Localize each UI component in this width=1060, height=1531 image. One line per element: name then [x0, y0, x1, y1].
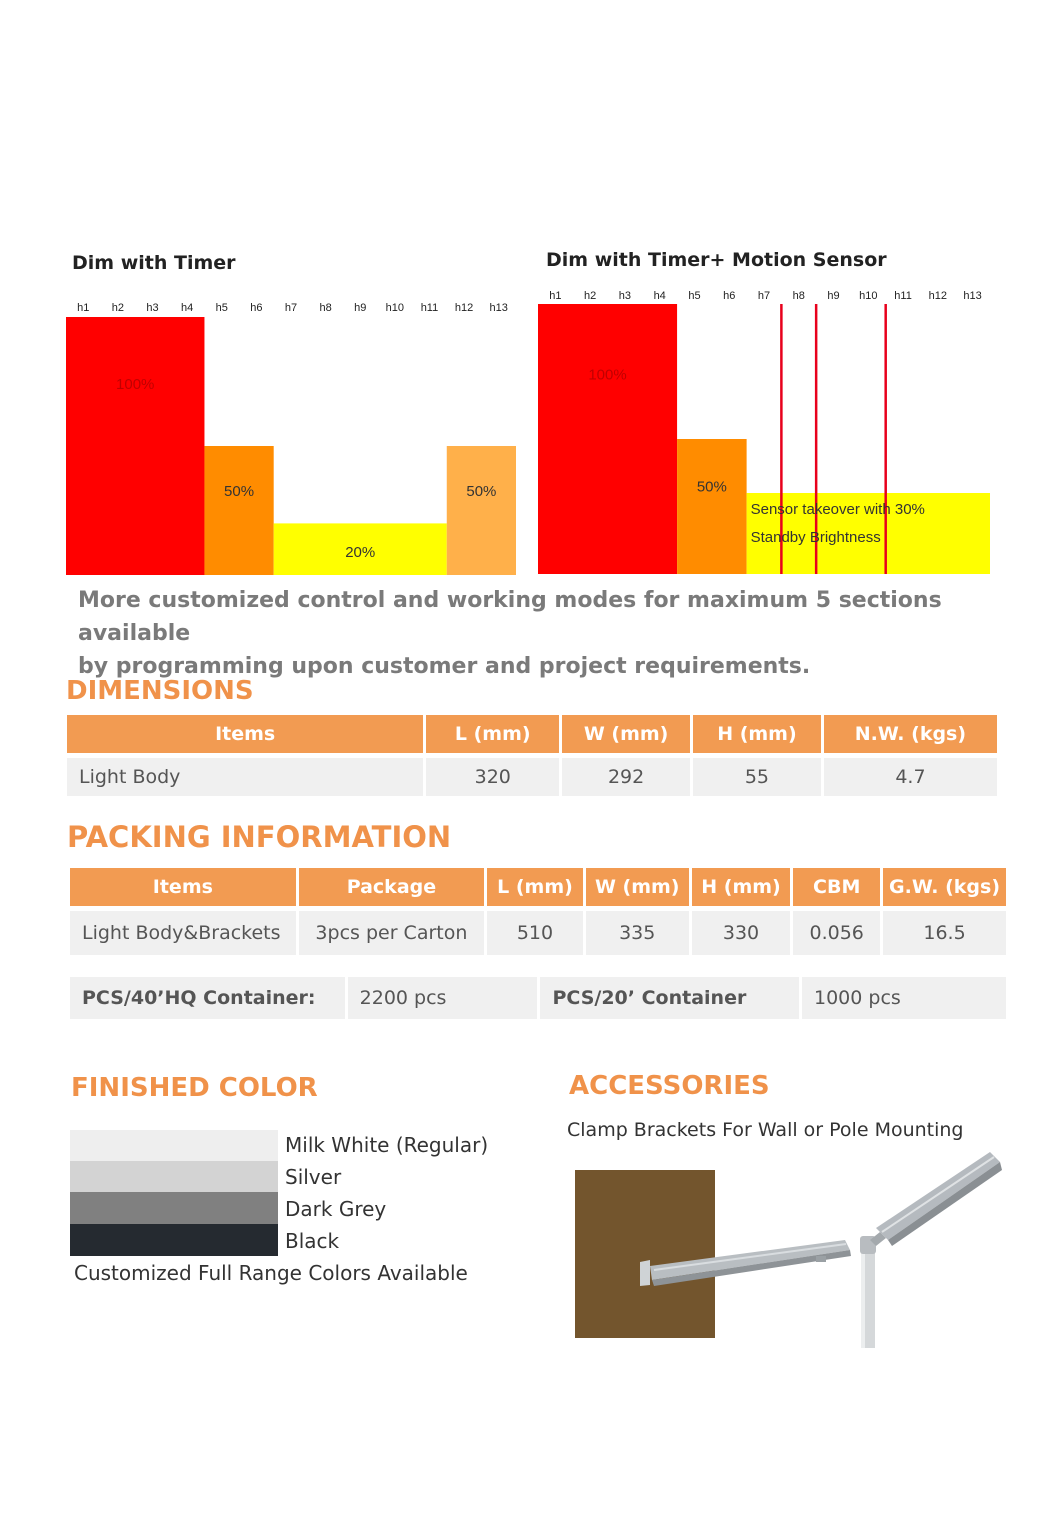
dimensions-table — [64, 715, 1000, 796]
pack-cell-gw: 16.5 — [883, 911, 1006, 955]
swatch-black — [70, 1224, 278, 1256]
hour-label-h4: h4 — [653, 290, 666, 302]
dim-cell-h: 55 — [693, 758, 821, 796]
pack-header-items: Items — [70, 868, 296, 911]
container-20-label: PCS/20’ Container — [540, 977, 799, 1019]
hour-label-h9: h9 — [827, 290, 840, 302]
chart1-title: Dim with Timer — [72, 252, 236, 274]
dim-header-items: Items — [67, 715, 423, 758]
container-hq-label: PCS/40’HQ Container: — [70, 977, 345, 1019]
dimensions-header-row — [67, 715, 997, 758]
pack-cell-w: 335 — [586, 911, 689, 955]
packing-header-row — [70, 868, 1006, 911]
hour-label-h1: h1 — [77, 302, 90, 314]
segment-label-h1-h4: 100% — [116, 376, 155, 394]
pack-header-cbm: CBM — [793, 868, 880, 911]
hour-label-h5: h5 — [688, 290, 701, 302]
hour-label-h8: h8 — [319, 302, 332, 314]
hour-label-h6: h6 — [250, 302, 263, 314]
note-line-2: by programming upon customer and project requirements. — [78, 654, 811, 679]
segment-label-h7-h13: Sensor takeover with 30% — [750, 501, 925, 518]
finished-color-title: FINISHED COLOR — [71, 1073, 318, 1103]
hour-label-h3: h3 — [146, 302, 159, 314]
hour-label-h1: h1 — [549, 290, 562, 302]
color-name-black: Black — [285, 1229, 340, 1253]
table-row — [67, 758, 997, 796]
packing-table — [67, 868, 1009, 955]
chart-dim-with-timer-motion-sensor — [532, 280, 1002, 580]
hour-label-h13: h13 — [489, 302, 508, 314]
accessories-title: ACCESSORIES — [569, 1071, 770, 1101]
hour-label-h10: h10 — [859, 290, 878, 302]
accessories-caption: Clamp Brackets For Wall or Pole Mounting — [567, 1119, 964, 1141]
color-name-dark-grey: Dark Grey — [285, 1197, 387, 1221]
wall-panel — [575, 1170, 715, 1338]
hour-label-h9: h9 — [354, 302, 367, 314]
hour-label-h13: h13 — [963, 290, 982, 302]
hour-label-h10: h10 — [385, 302, 405, 314]
pack-header-gw: G.W. (kgs) — [883, 868, 1006, 911]
segment-label2-h7-h13: Standby Brightness — [750, 529, 881, 546]
dim-header-w: W (mm) — [562, 715, 690, 758]
packing-title: PACKING INFORMATION — [67, 820, 452, 854]
table-row — [70, 911, 1006, 955]
hour-label-h8: h8 — [792, 290, 805, 302]
hour-label-h11: h11 — [420, 302, 439, 314]
hour-label-h12: h12 — [928, 290, 948, 302]
container-hq-value: 2200 pcs — [348, 977, 538, 1019]
dim-header-h: H (mm) — [693, 715, 821, 758]
pack-cell-cbm: 0.056 — [793, 911, 880, 955]
pack-header-h: H (mm) — [692, 868, 791, 911]
swatch-dark-grey — [70, 1192, 278, 1224]
pack-cell-item: Light Body&Brackets — [70, 911, 296, 955]
bar-segment-h1-h4 — [538, 304, 677, 574]
dim-cell-item: Light Body — [67, 758, 423, 796]
dim-cell-w: 292 — [562, 758, 690, 796]
pack-cell-package: 3pcs per Carton — [299, 911, 484, 955]
bracket-mounting-image — [570, 1140, 1010, 1355]
dimensions-title: DIMENSIONS — [66, 676, 254, 706]
segment-label-h5-h6: 50% — [696, 478, 727, 496]
hour-label-h7: h7 — [757, 290, 771, 302]
hour-label-h4: h4 — [181, 302, 194, 314]
pack-cell-l: 510 — [487, 911, 583, 955]
dim-header-l: L (mm) — [426, 715, 559, 758]
segment-label-h12-h13: 50% — [466, 483, 497, 501]
bar-segment-h1-h4 — [66, 317, 204, 575]
pole-mounted-light — [860, 1152, 1002, 1348]
hour-label-h3: h3 — [618, 290, 632, 302]
table-row — [70, 977, 1006, 1019]
segment-label-h7-h11: 20% — [345, 543, 376, 561]
container-20-value: 1000 pcs — [802, 977, 1006, 1019]
chart-dim-with-timer — [60, 292, 520, 582]
segment-label-h5-h6: 50% — [224, 483, 255, 501]
container-table — [67, 977, 1009, 1019]
hour-label-h5: h5 — [215, 302, 228, 314]
bar-segment-h5-h6 — [677, 439, 747, 574]
note-line-1: More customized control and working modes for maximum 5 sections available — [78, 588, 942, 646]
pack-header-w: W (mm) — [586, 868, 689, 911]
pack-header-package: Package — [299, 868, 484, 911]
dim-header-nw: N.W. (kgs) — [824, 715, 997, 758]
hour-label-h2: h2 — [111, 302, 125, 314]
hour-label-h11: h11 — [894, 290, 912, 302]
pack-header-l: L (mm) — [487, 868, 583, 911]
hour-label-h7: h7 — [284, 302, 298, 314]
dim-cell-l: 320 — [426, 758, 559, 796]
bar-segment-h5-h6 — [204, 446, 273, 575]
hour-label-h2: h2 — [584, 290, 597, 302]
swatch-milk-white — [70, 1130, 278, 1162]
custom-colors-note: Customized Full Range Colors Available — [74, 1261, 468, 1285]
color-name-silver: Silver — [285, 1165, 342, 1189]
swatch-silver — [70, 1161, 278, 1193]
bar-segment-h12-h13 — [447, 446, 516, 575]
custom-modes-note — [78, 584, 1038, 683]
hour-label-h12: h12 — [454, 302, 474, 314]
segment-label-h1-h4: 100% — [588, 366, 627, 384]
color-name-milk-white: Milk White (Regular) — [285, 1133, 489, 1157]
pack-cell-h: 330 — [692, 911, 791, 955]
dim-cell-nw: 4.7 — [824, 758, 997, 796]
chart2-title: Dim with Timer+ Motion Sensor — [546, 249, 887, 271]
hour-label-h6: h6 — [723, 290, 736, 302]
